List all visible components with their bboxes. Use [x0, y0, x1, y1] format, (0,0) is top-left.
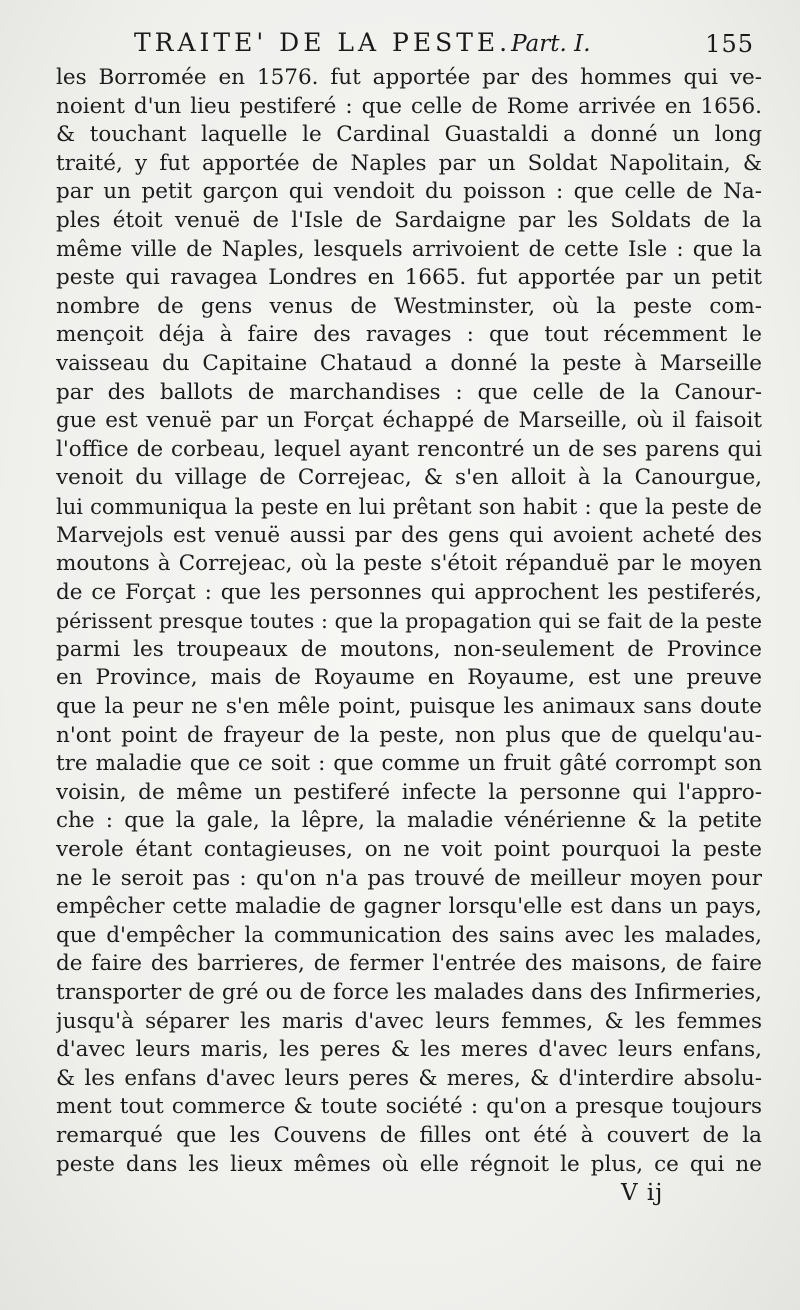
text-line: n'ont point de frayeur de la peste, non plus que de quelqu'au-: [56, 722, 762, 748]
text-line: & touchant laquelle le Cardinal Guastaldi a donné un long: [56, 122, 762, 148]
body-text: [56, 64, 762, 1179]
text-line: voisin, de même un pestiferé infecte la personne qui l'appro-: [56, 779, 762, 805]
text-line: traité, y fut apportée de Naples par un Soldat Napolitain, &: [56, 150, 762, 176]
signature-mark: V ij: [621, 1180, 664, 1206]
text-line: tre maladie que ce soit : que comme un fruit gâté corrompt son: [56, 751, 762, 777]
text-line: transporter de gré ou de force les malades dans des Infirmeries,: [56, 980, 762, 1005]
text-line: l'office de corbeau, lequel ayant rencontré un de ses parens qui: [56, 436, 762, 462]
text-line: que d'empêcher la communication des sains avec les malades,: [56, 922, 762, 948]
text-line: mençoit déja à faire des ravages : que tout récemment le: [56, 322, 762, 348]
text-line: ne le seroit pas : qu'on n'a pas trouvé de meilleur moyen pour: [56, 865, 762, 891]
text-line: en Province, mais de Royaume en Royaume, est une preuve: [56, 665, 762, 691]
text-line: peste qui ravagea Londres en 1665. fut apportée par un petit: [56, 265, 762, 291]
running-title: [134, 28, 591, 57]
text-line: les Borromée en 1576. fut apportée par des hommes qui ve-: [56, 65, 762, 90]
page-number: 155: [705, 30, 754, 58]
text-line: peste dans les lieux mêmes où elle régnoit le plus, ce qui ne: [56, 1151, 762, 1177]
text-line: par un petit garçon qui vendoit du poisson : que celle de Na-: [56, 179, 762, 205]
text-line: vaisseau du Capitaine Chataud a donné la peste à Marseille: [56, 350, 762, 376]
text-line: même ville de Naples, lesquels arrivoient de cette Isle : que la: [56, 236, 762, 262]
text-line: de faire des barrieres, de fermer l'entrée des maisons, de faire: [56, 951, 762, 977]
part-label: Part. I.: [511, 31, 591, 57]
text-line: & les enfans d'avec leurs peres & meres, & d'interdire absolu-: [56, 1065, 762, 1091]
text-line: lui communiqua la peste en lui prêtant son habit : que la peste de: [56, 494, 762, 519]
text-line: empêcher cette maladie de gagner lorsqu'elle est dans un pays,: [56, 894, 762, 920]
text-line: remarqué que les Couvens de filles ont été à couvert de la: [56, 1122, 762, 1148]
running-title-text: TRAITE' DE LA PESTE.: [134, 28, 512, 57]
text-line: noient d'un lieu pestiferé : que celle de Rome arrivée en 1656.: [56, 93, 762, 119]
text-line: nombre de gens venus de Westminster, où la peste com-: [56, 293, 762, 319]
text-line: de ce Forçat : que les personnes qui approchent les pestiferés,: [56, 579, 762, 605]
text-line: que la peur ne s'en mêle point, puisque les animaux sans doute: [56, 694, 762, 720]
text-line: che : que la gale, la lêpre, la maladie vénérienne & la petite: [56, 808, 762, 834]
text-line: gue est venuë par un Forçat échappé de Marseille, où il faisoit: [56, 408, 762, 434]
text-line: jusqu'à séparer les maris d'avec leurs femmes, & les femmes: [56, 1008, 762, 1034]
text-line: ment tout commerce & toute société : qu'on a presque toujours: [56, 1094, 762, 1120]
text-line: d'avec leurs maris, les peres & les meres d'avec leurs enfans,: [56, 1037, 762, 1063]
text-line: périssent presque toutes : que la propagation qui se fait de la peste: [56, 609, 762, 634]
text-line: parmi les troupeaux de moutons, non-seulement de Province: [56, 636, 762, 662]
text-line: moutons à Correjeac, où la peste s'étoit répanduë par le moyen: [56, 551, 762, 577]
text-line: venoit du village de Correjeac, & s'en alloit à la Canourgue,: [56, 465, 762, 491]
text-line: ples étoit venuë de l'Isle de Sardaigne par les Soldats de la: [56, 207, 762, 233]
text-line: par des ballots de marchandises : que celle de la Canour-: [56, 379, 762, 405]
page-header: [0, 28, 800, 62]
text-line: Marvejols est venuë aussi par des gens qui avoient acheté des: [56, 522, 762, 548]
text-line: verole étant contagieuses, on ne voit point pourquoi la peste: [56, 837, 762, 863]
